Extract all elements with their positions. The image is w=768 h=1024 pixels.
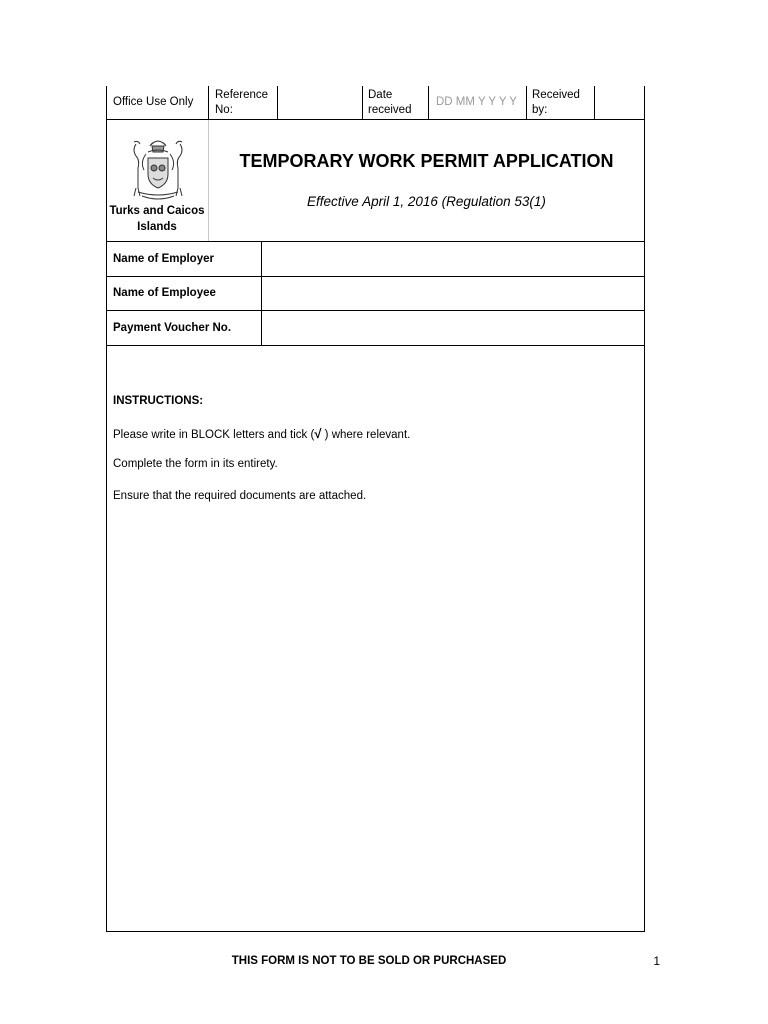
employee-name-input[interactable] (263, 278, 643, 309)
instructions-heading: INSTRUCTIONS: (113, 395, 204, 407)
payment-voucher-input[interactable] (263, 312, 643, 344)
country-name-line1: Turks and Caicos (109, 205, 205, 217)
instructions-line1-post: ) where relevant. (321, 429, 411, 441)
reference-label-line1: Reference (215, 89, 269, 101)
instructions-line-complete: Complete the form in its entirety. (113, 458, 278, 470)
page-subtitle: Effective April 1, 2016 (Regulation 53(1) (307, 194, 546, 209)
received-by-label-line1: Received (532, 89, 580, 101)
instructions-line1-pre: Please write in BLOCK letters and tick ( (113, 429, 315, 441)
page-title: TEMPORARY WORK PERMIT APPLICATION (239, 151, 614, 171)
employer-name-input[interactable] (263, 243, 643, 275)
reference-input[interactable] (279, 88, 361, 118)
office-use-label: Office Use Only (113, 96, 194, 108)
payment-voucher-label: Payment Voucher No. (113, 322, 232, 334)
employer-name-label: Name of Employer (113, 253, 214, 265)
date-received-input[interactable]: DD MM Y Y Y Y (436, 96, 517, 108)
received-by-input[interactable] (596, 88, 642, 118)
instructions-line-block-letters (113, 426, 410, 443)
date-received-label-line2: received (368, 104, 412, 116)
footer-notice: THIS FORM IS NOT TO BE SOLD OR PURCHASED (231, 955, 507, 967)
received-by-label-line2: by: (532, 104, 548, 116)
country-name-line2: Islands (137, 221, 177, 233)
page-number: 1 (653, 954, 660, 968)
tick-mark-icon: √ (314, 426, 322, 441)
employee-name-label: Name of Employee (113, 287, 216, 299)
date-received-label-line1: Date (368, 89, 393, 101)
instructions-line-documents: Ensure that the required documents are attached. (113, 490, 367, 502)
reference-label-line2: No: (215, 104, 233, 116)
coat-of-arms-icon (128, 132, 188, 204)
